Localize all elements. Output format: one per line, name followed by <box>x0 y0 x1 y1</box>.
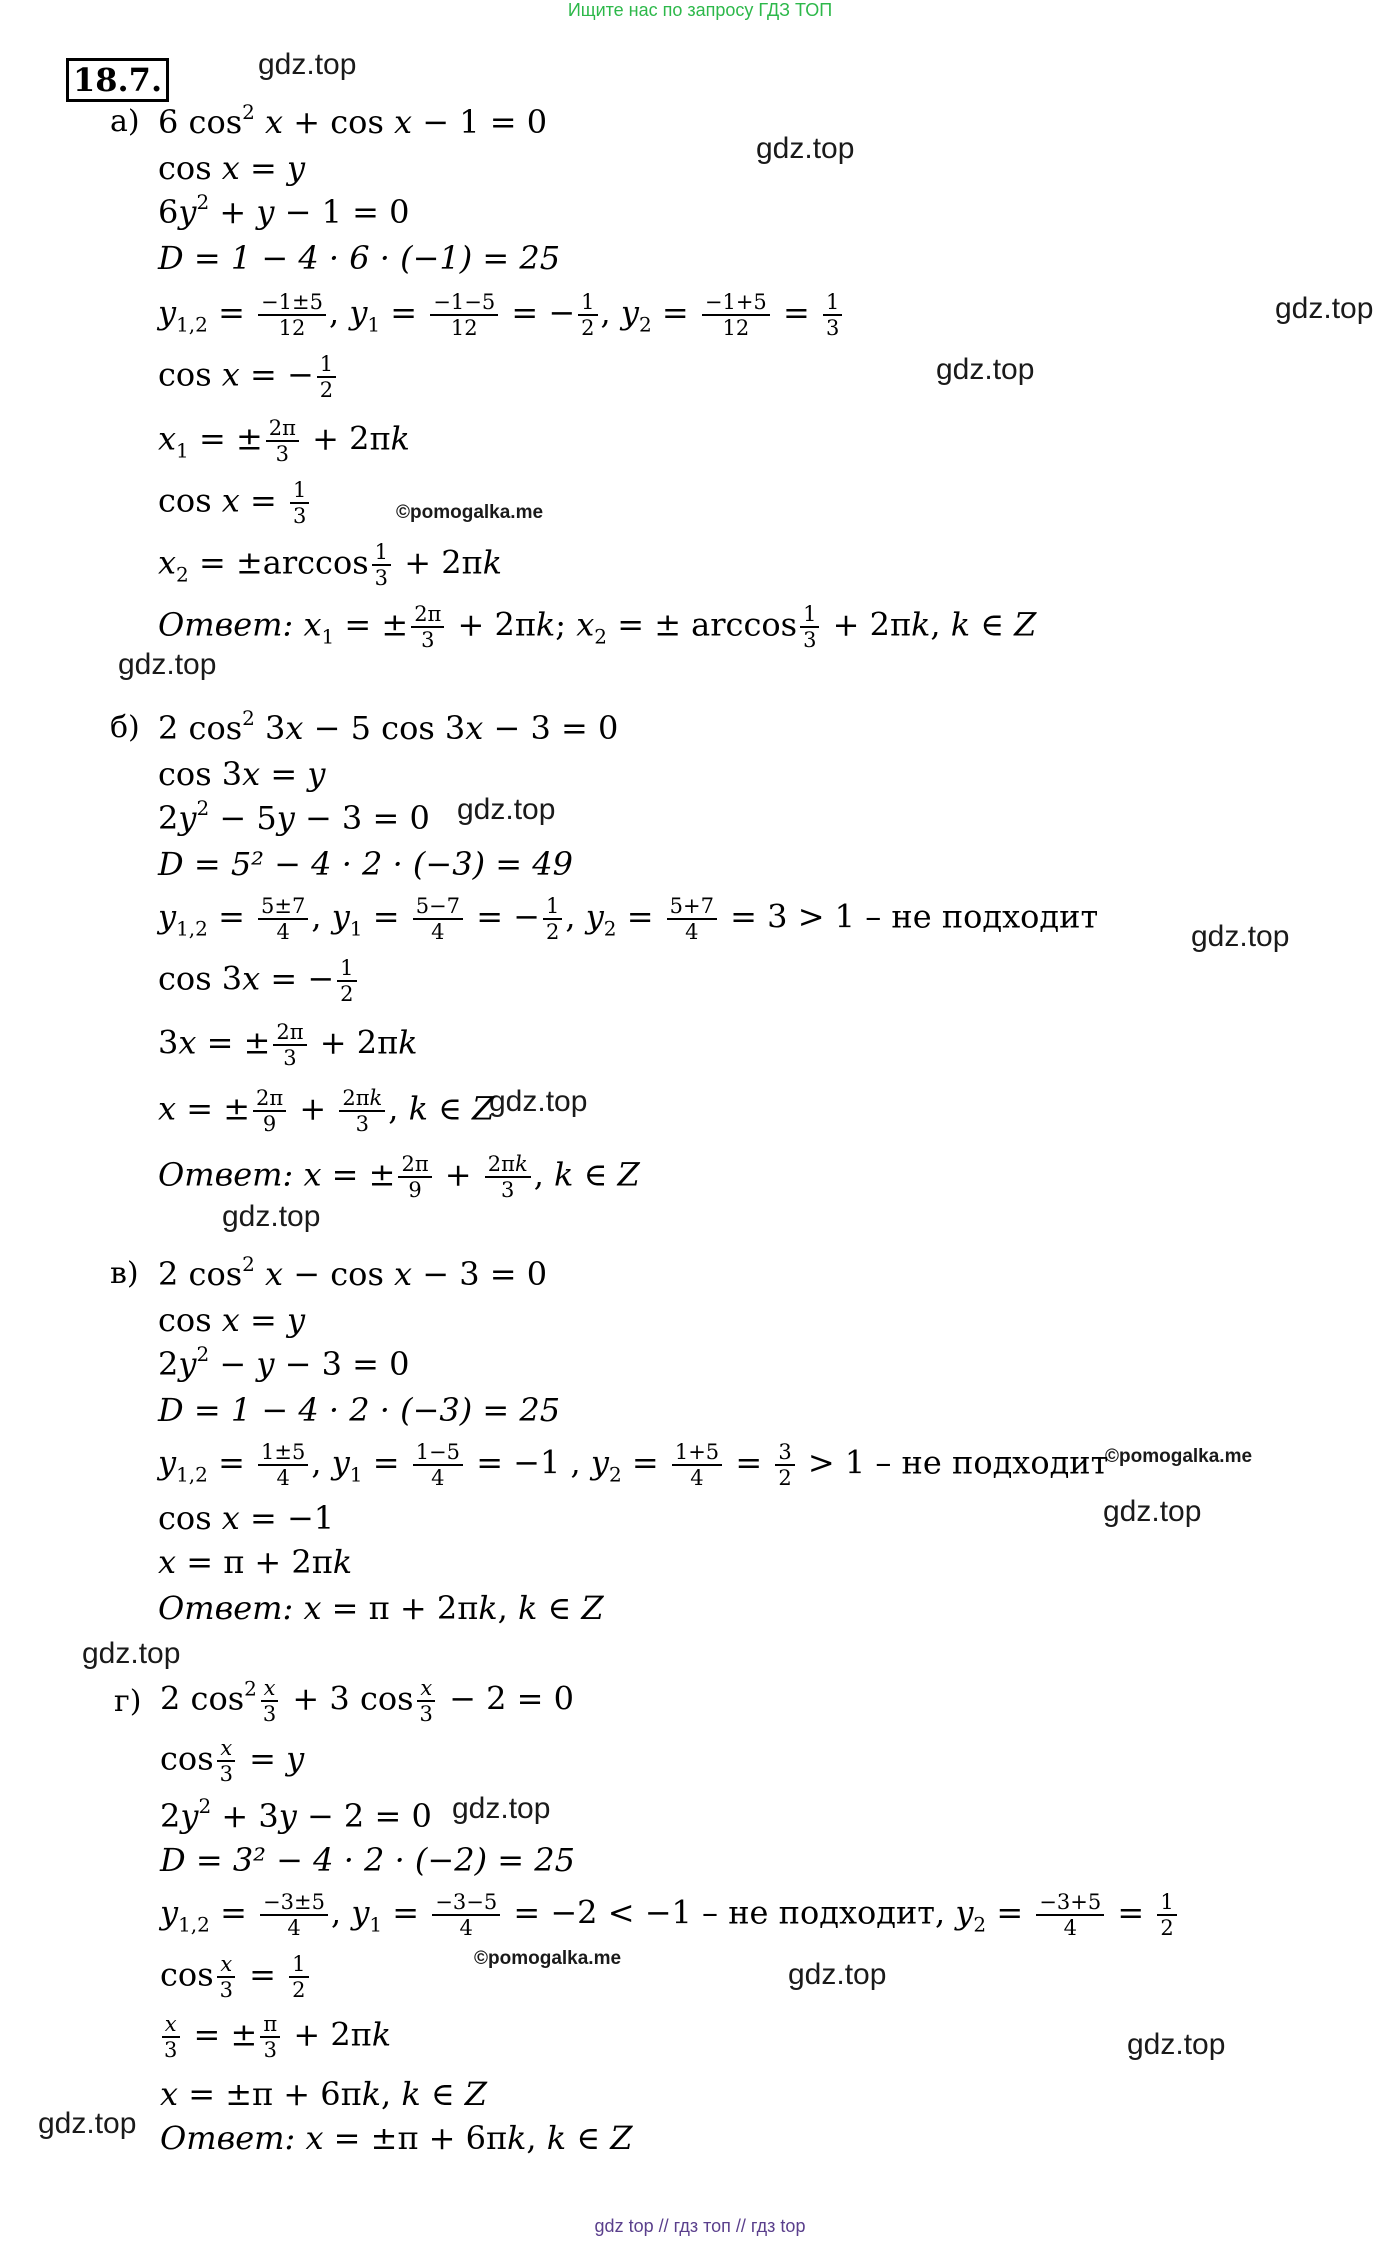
roots-line: $y_{1,2}$ = $\frac{-3\pm 5}{4}$ , $y_1$ = $\frac{-3-5}{4}$ = −2 < −1 – не подходит, $y_2$ = $\frac{-3+5}{4}$ = $\frac{1}{2}$ <box>160 1890 1180 1940</box>
equation-line: cos x = −1 <box>158 1499 335 1537</box>
equation-line: cos x = y <box>158 1301 306 1339</box>
watermark: gdz.top <box>452 1792 551 1825</box>
watermark: gdz.top <box>756 132 855 165</box>
equation-line: x = ± $\frac{2\pi}{9}$ + $\frac{2\pi k}{3}$ , k ∈ Z <box>158 1086 495 1136</box>
not-suitable-text: – не подходит <box>702 1893 935 1932</box>
equation-line: 6 $\cos^2 x + \cos x - 1 = 0$ <box>158 100 548 141</box>
equation-line: 2 $\cos^2$ $\frac{x}{3}$ + 3 cos $\frac{x}{3}$ − 2 = 0 <box>160 1676 574 1726</box>
equation-line: $x_2 = \pm\arccos$ $\frac{1}{3}$ + 2πk <box>158 540 502 590</box>
equation-line: $6y^2 + y - 1 = 0$ <box>158 190 410 231</box>
not-suitable-text: – не подходит <box>865 897 1099 936</box>
watermark: gdz.top <box>82 1637 181 1670</box>
part-label-b: б) <box>110 710 140 745</box>
equation-line: 3x = ± $\frac{2\pi}{3}$ + 2πk <box>158 1020 418 1070</box>
discriminant-line: D = 1 − 4 · 6 · (−1) = 25 <box>158 239 561 277</box>
roots-line: $y_{1,2}$ = $\frac{5\pm 7}{4}$ , $y_1$ = $\frac{5-7}{4}$ = − $\frac{1}{2}$ , $y_2$ = $\frac{5+7}{4}$ = 3 > 1 – не подходит <box>158 894 1099 944</box>
equation-line: $x_1$ = ± $\frac{2\pi}{3}$ + 2πk <box>158 416 410 466</box>
copyright-mark: ©pomogalka.me <box>474 1948 622 1969</box>
top-banner[interactable]: Ищите нас по запросу ГДЗ ТОП <box>567 0 833 20</box>
watermark: gdz.top <box>222 1200 321 1233</box>
answer-word: Ответ: <box>158 1155 294 1194</box>
answer-word: Ответ: <box>160 2119 296 2157</box>
watermark: gdz.top <box>489 1085 588 1118</box>
watermark: gdz.top <box>457 793 556 826</box>
watermark: gdz.top <box>1191 920 1290 953</box>
answer-line: Ответ: x = ±π + 6πk, k ∈ Z <box>160 2119 633 2157</box>
watermark: gdz.top <box>1275 292 1374 325</box>
part-label-g: г) <box>114 1684 142 1719</box>
watermark: gdz.top <box>258 48 357 81</box>
copyright-mark: ©pomogalka.me <box>1105 1446 1253 1467</box>
watermark: gdz.top <box>38 2107 137 2140</box>
footer-links[interactable]: gdz top // гдз топ // гдз top <box>594 2216 806 2236</box>
equation-line: cos x = y <box>158 149 306 187</box>
equation-line: $\frac{x}{3}$ = ± $\frac{\pi}{3}$ + 2πk <box>158 2012 391 2062</box>
equation-line: 2 $\cos^2 x - \cos x - 3 = 0$ <box>158 1252 548 1293</box>
equation-line: $2y^2 + 3y - 2 = 0$ <box>160 1794 432 1835</box>
part-label-v: в) <box>110 1256 139 1291</box>
equation-line: 2 $\cos^2 3x - 5$ cos 3x − 3 = 0 <box>158 706 619 747</box>
answer-line: Ответ: x = π + 2πk, k ∈ Z <box>158 1589 604 1627</box>
equation-line: x = π + 2πk <box>158 1543 353 1581</box>
equation-line: $2y^2 - y - 3 = 0$ <box>158 1342 410 1383</box>
watermark: gdz.top <box>118 648 217 681</box>
answer-line: Ответ: x = ± $\frac{2\pi}{9}$ + $\frac{2\pi k}{3}$ , k ∈ Z <box>158 1152 640 1202</box>
problem-number: 18.7. <box>66 58 169 102</box>
equation-line: cos $\frac{x}{3}$ = y <box>160 1736 305 1786</box>
answer-word: Ответ: <box>158 605 294 644</box>
answer-line: Ответ: $x_1$ = ± $\frac{2\pi}{3}$ + 2πk; $x_2$ = ± arccos $\frac{1}{3}$ + 2πk, k ∈ Z <box>158 602 1037 652</box>
part-label-a: а) <box>110 104 140 139</box>
discriminant-line: D = 1 − 4 · 2 · (−3) = 25 <box>158 1391 561 1429</box>
equation-line: cos x = − $\frac{1}{2}$ <box>158 352 339 402</box>
roots-line: $y_{1,2}$ = $\frac{1\pm 5}{4}$ , $y_1$ = $\frac{1-5}{4}$ = −1 , $y_2$ = $\frac{1+5}{4}$ = $\frac{3}{2}$ > 1 – не подходит <box>158 1440 1109 1490</box>
watermark: gdz.top <box>1103 1495 1202 1528</box>
equation-line: cos x = $\frac{1}{3}$ <box>158 478 312 528</box>
discriminant-line: D = 3² − 4 · 2 · (−2) = 25 <box>160 1841 575 1879</box>
copyright-mark: ©pomogalka.me <box>396 502 544 523</box>
roots-line: $y_{1,2}$ = $\frac{-1\pm 5}{12}$ , $y_1$ = $\frac{-1-5}{12}$ = − $\frac{1}{2}$ , $y_2$ = $\frac{-1+5}{12}$ = $\frac{1}{3}$ <box>158 290 845 340</box>
not-suitable-text: – не подходит <box>875 1443 1109 1482</box>
equation-line: cos 3x = y <box>158 755 326 793</box>
answer-word: Ответ: <box>158 1589 294 1627</box>
watermark: gdz.top <box>788 1958 887 1991</box>
equation-line: x = ±π + 6πk, k ∈ Z <box>160 2075 487 2113</box>
discriminant-line: D = 5² − 4 · 2 · (−3) = 49 <box>158 845 573 883</box>
equation-line: cos 3x = − $\frac{1}{2}$ <box>158 956 360 1006</box>
watermark: gdz.top <box>1127 2028 1226 2061</box>
watermark: gdz.top <box>936 353 1035 386</box>
equation-line: cos $\frac{x}{3}$ = $\frac{1}{2}$ <box>160 1952 312 2002</box>
equation-line: $2y^2 - 5y - 3 = 0$ <box>158 796 430 837</box>
